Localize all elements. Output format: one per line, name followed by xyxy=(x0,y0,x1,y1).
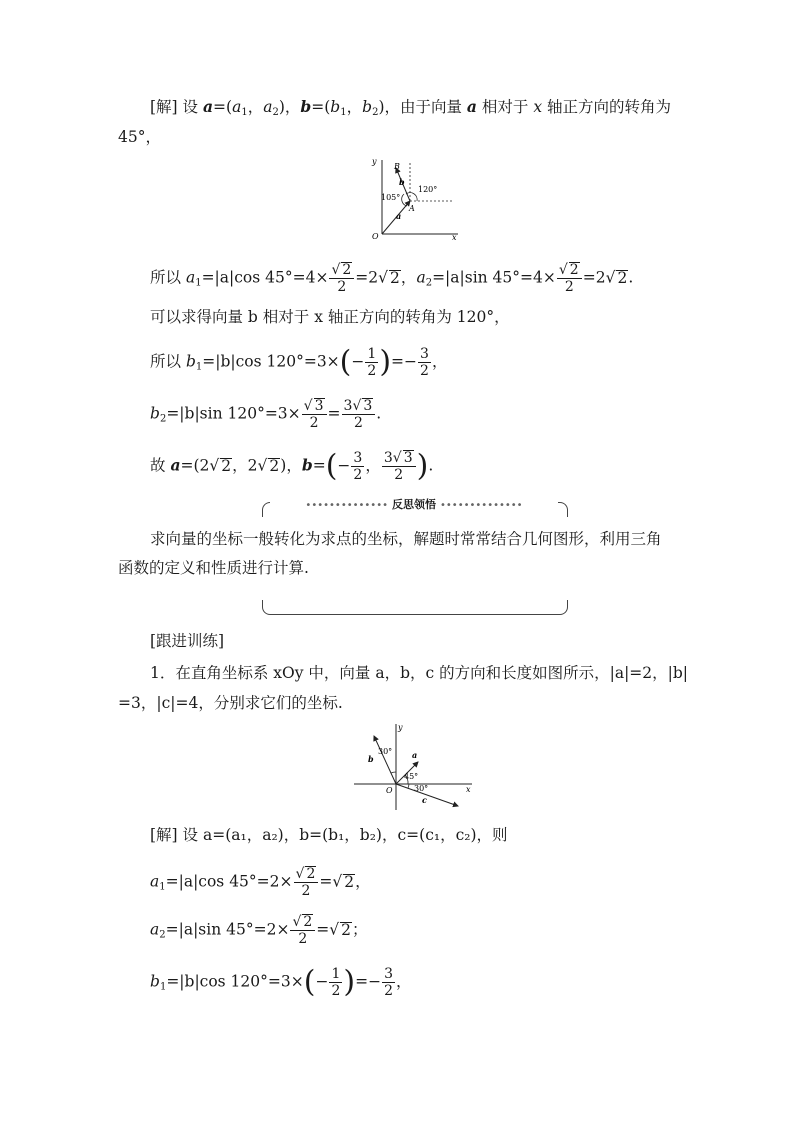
solution1-angle: 45°， xyxy=(118,128,161,146)
figure2-label-c: c xyxy=(422,795,427,805)
figure2-label-O: O xyxy=(386,786,393,795)
figure1-label-y: y xyxy=(372,157,377,166)
solution2-a1: $a_1=|a|\cos$ 45°=2× $\frac{√ 2}{2}$ =√ 2， xyxy=(150,866,371,899)
solution-tag: [解] xyxy=(150,98,178,116)
figure2-label-30-bottom: 30° xyxy=(414,784,429,793)
figure2-label-a: a xyxy=(412,750,418,760)
figure2-label-b: b xyxy=(368,754,374,764)
reflection-text-line1: 求向量的坐标一般转化为求点的坐标，解题时常常结合几何图形，利用三角 xyxy=(150,530,662,548)
solution1-line1: [解] 设 $a=(a_1$，$a_2$)，$b=(b_1$，$b_2$)，由于向量 a 相对于 x 轴正方向的转角为 xyxy=(150,97,672,118)
figure1-label-A: A xyxy=(409,204,415,213)
solution1-a-components: 所以 $a_1=|a|\cos$ 45°=4× $\frac{√ 2}{2}$ =2√ 2，$a_2=|a|\sin$ 45°=4× $\frac{√ 2}{2}$ =2√ 2. xyxy=(150,262,634,295)
solution1-conclusion: 故 a=(2√ 2，2√ 2)，b=(− $\frac{3}{2}$ ， $\frac{3√ 3}{2}$ ). xyxy=(150,448,434,484)
practice-header: [跟进训练] xyxy=(150,632,225,650)
figure1-label-105: 105° xyxy=(381,193,401,202)
figure1-vector-diagram xyxy=(366,154,462,246)
figure2-label-45: 45° xyxy=(404,772,419,781)
figure2-label-x: x xyxy=(466,785,471,794)
figure2-label-30-top: 30° xyxy=(378,747,393,756)
figure1-label-B: B xyxy=(394,162,400,171)
figure1-label-O: O xyxy=(372,232,379,241)
reflection-title: •••••••••••••• 反思领悟 •••••••••••••• xyxy=(270,496,558,514)
figure1-label-120: 120° xyxy=(418,185,438,194)
practice-question-line2: =3，|c|=4，分别求它们的坐标. xyxy=(118,694,343,712)
reflection-text-line2: 函数的定义和性质进行计算. xyxy=(118,559,309,577)
solution2-b1: $b_1=|b|\cos$ 120°=3×(− $\frac{1}{2}$ )=− $\frac{3}{2}$ ， xyxy=(150,964,412,1000)
solution-tag: [解] xyxy=(150,826,178,844)
solution1-b-angle: 可以求得向量 b 相对于 x 轴正方向的转角为 120°， xyxy=(150,308,510,326)
figure1-label-b: b xyxy=(399,177,405,187)
solution1-b1: 所以 $b_1=|b|\cos$ 120°=3×(− $\frac{1}{2}$ )=− $\frac{3}{2}$ ， xyxy=(150,344,448,380)
figure2-label-y: y xyxy=(398,723,403,732)
practice-question-line1: 1．在直角坐标系 xOy 中，向量 a，b，c 的方向和长度如图所示，|a|=2，|b| xyxy=(150,664,689,682)
solution1-b2: $b_2=|b|\sin$ 120°=3× $\frac{√ 3}{2}$ = $\frac{3√ 3}{2}$ . xyxy=(150,398,382,431)
solution2-a2: $a_2=|a|\sin$ 45°=2× $\frac{√ 2}{2}$ =√ 2； xyxy=(150,914,368,947)
figure1-label-a: a xyxy=(396,211,402,221)
figure2-vector-diagram xyxy=(352,720,476,812)
reflection-box-bottom xyxy=(262,600,568,615)
solution2-intro: [解] 设 a=(a₁，a₂)，b=(b₁，b₂)，c=(c₁，c₂)，则 xyxy=(150,826,508,844)
figure1-label-x: x xyxy=(452,233,457,242)
